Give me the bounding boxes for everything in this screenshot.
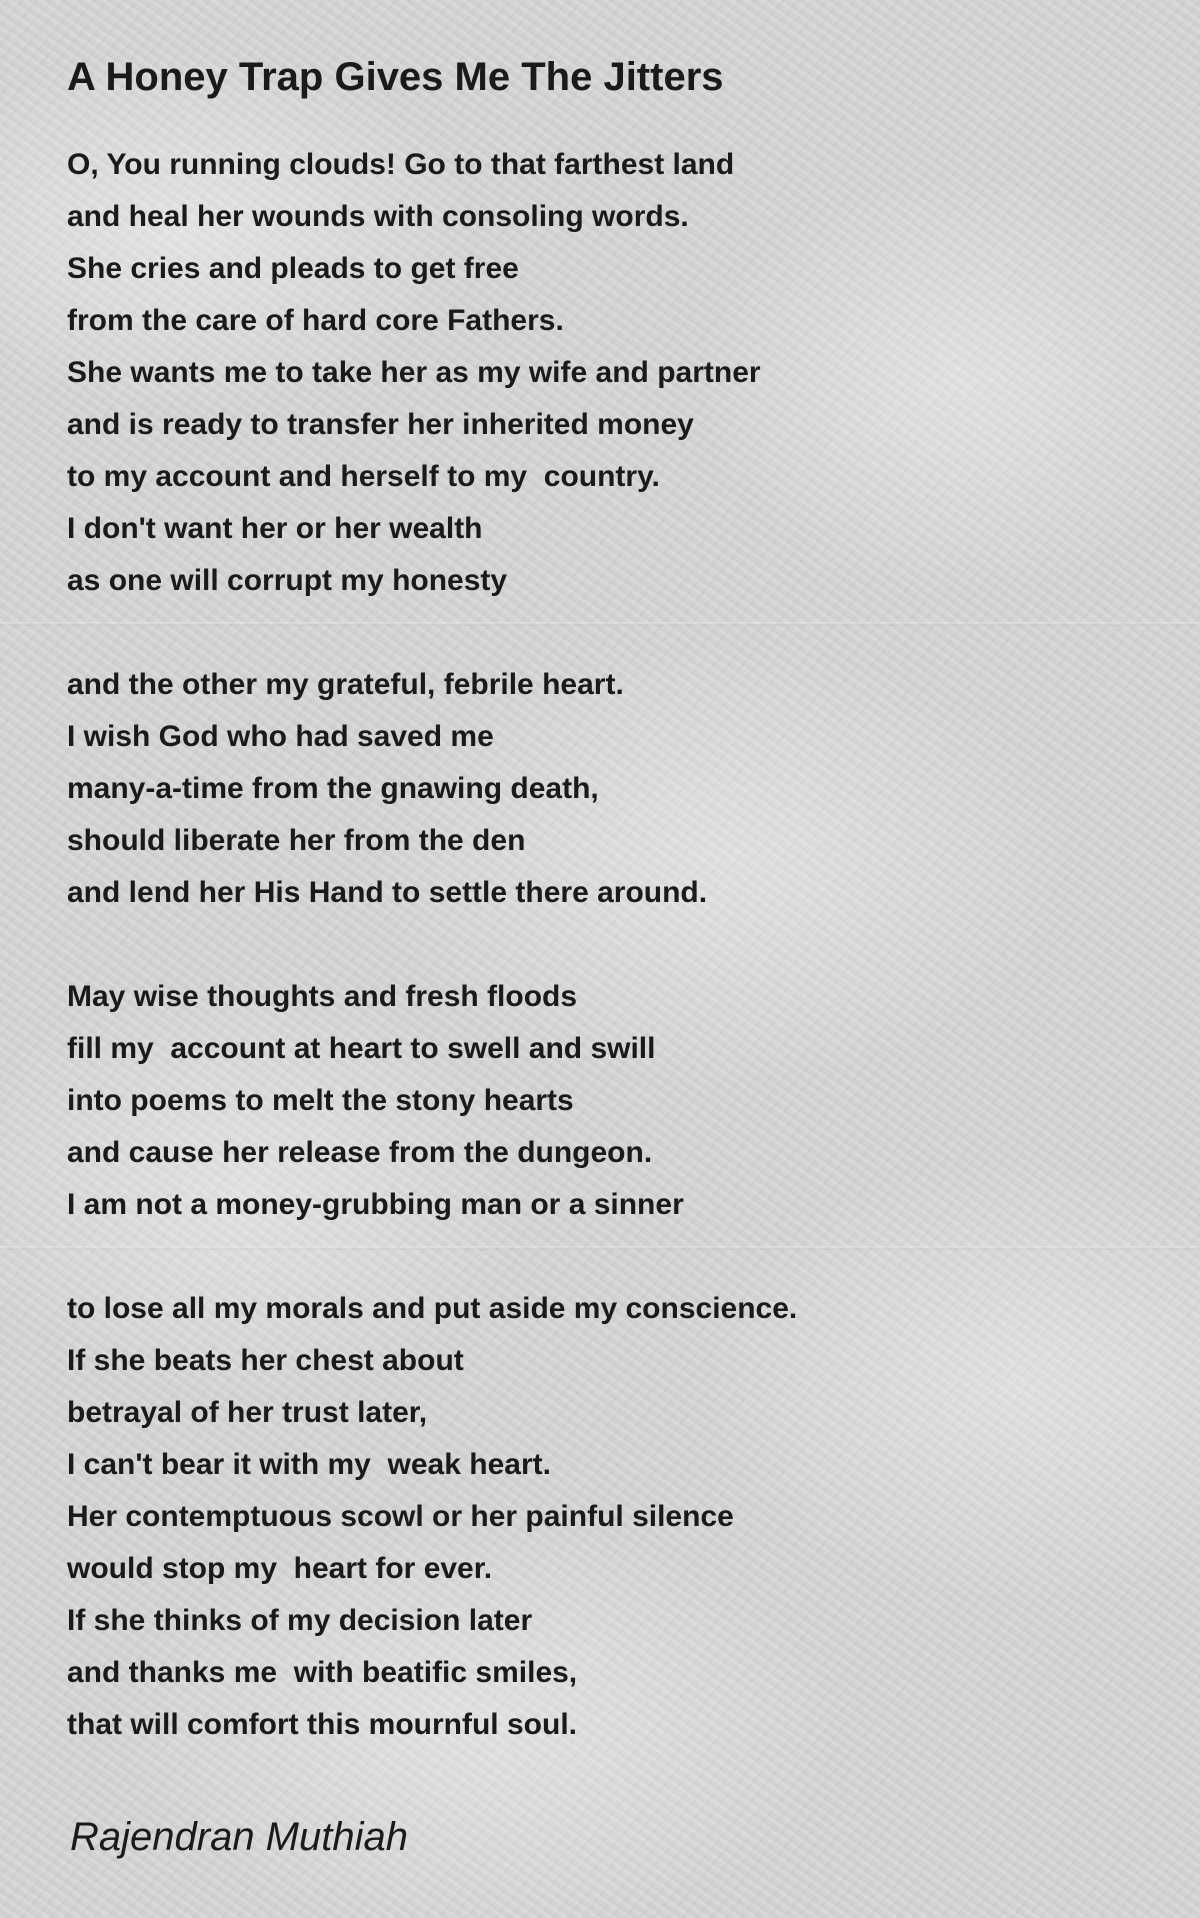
- poem-line: betrayal of her trust later,: [67, 1396, 428, 1429]
- poem-line: I am not a money-grubbing man or a sinner: [67, 1188, 684, 1221]
- stanza-1: [67, 139, 1127, 607]
- poem-line: and is ready to transfer her inherited money: [67, 408, 694, 441]
- poem-body: [67, 139, 1127, 1751]
- poem-author: Rajendran Muthiah: [70, 1815, 408, 1859]
- poem-line: I can't bear it with my weak heart.: [67, 1448, 551, 1481]
- stanza-4: [67, 1283, 1127, 1751]
- poem-line: I don't want her or her wealth: [67, 512, 483, 545]
- poem-line: would stop my heart for ever.: [67, 1552, 493, 1585]
- poem-line: to my account and herself to my country.: [67, 460, 660, 493]
- poem-line: that will comfort this mournful soul.: [67, 1708, 577, 1741]
- poem-card: [67, 50, 1127, 1803]
- stanza-2: [67, 659, 1127, 919]
- poem-line: I wish God who had saved me: [67, 720, 494, 753]
- poem-line: O, You running clouds! Go to that farthest land: [67, 148, 735, 181]
- poem-line: and thanks me with beatific smiles,: [67, 1656, 578, 1689]
- poem-line: May wise thoughts and fresh floods: [67, 980, 578, 1013]
- poem-line: and the other my grateful, febrile heart.: [67, 668, 624, 701]
- poem-line: many-a-time from the gnawing death,: [67, 772, 599, 805]
- poem-line: If she thinks of my decision later: [67, 1604, 533, 1637]
- poem-line: should liberate her from the den: [67, 824, 526, 857]
- poem-line: into poems to melt the stony hearts: [67, 1084, 574, 1117]
- poem-line: and heal her wounds with consoling words.: [67, 200, 689, 233]
- poem-line: to lose all my morals and put aside my conscience.: [67, 1292, 798, 1325]
- poem-line: and lend her His Hand to settle there around.: [67, 876, 708, 909]
- poem-line: and cause her release from the dungeon.: [67, 1136, 653, 1169]
- poem-line: fill my account at heart to swell and swill: [67, 1032, 656, 1065]
- poem-line: from the care of hard core Fathers.: [67, 304, 564, 337]
- poem-line: as one will corrupt my honesty: [67, 564, 508, 597]
- poem-line: Her contemptuous scowl or her painful silence: [67, 1500, 734, 1533]
- poem-line: If she beats her chest about: [67, 1344, 464, 1377]
- poem-line: She cries and pleads to get free: [67, 252, 519, 285]
- stanza-3: [67, 971, 1127, 1231]
- poem-line: She wants me to take her as my wife and partner: [67, 356, 761, 389]
- poem-title: A Honey Trap Gives Me The Jitters: [67, 55, 724, 99]
